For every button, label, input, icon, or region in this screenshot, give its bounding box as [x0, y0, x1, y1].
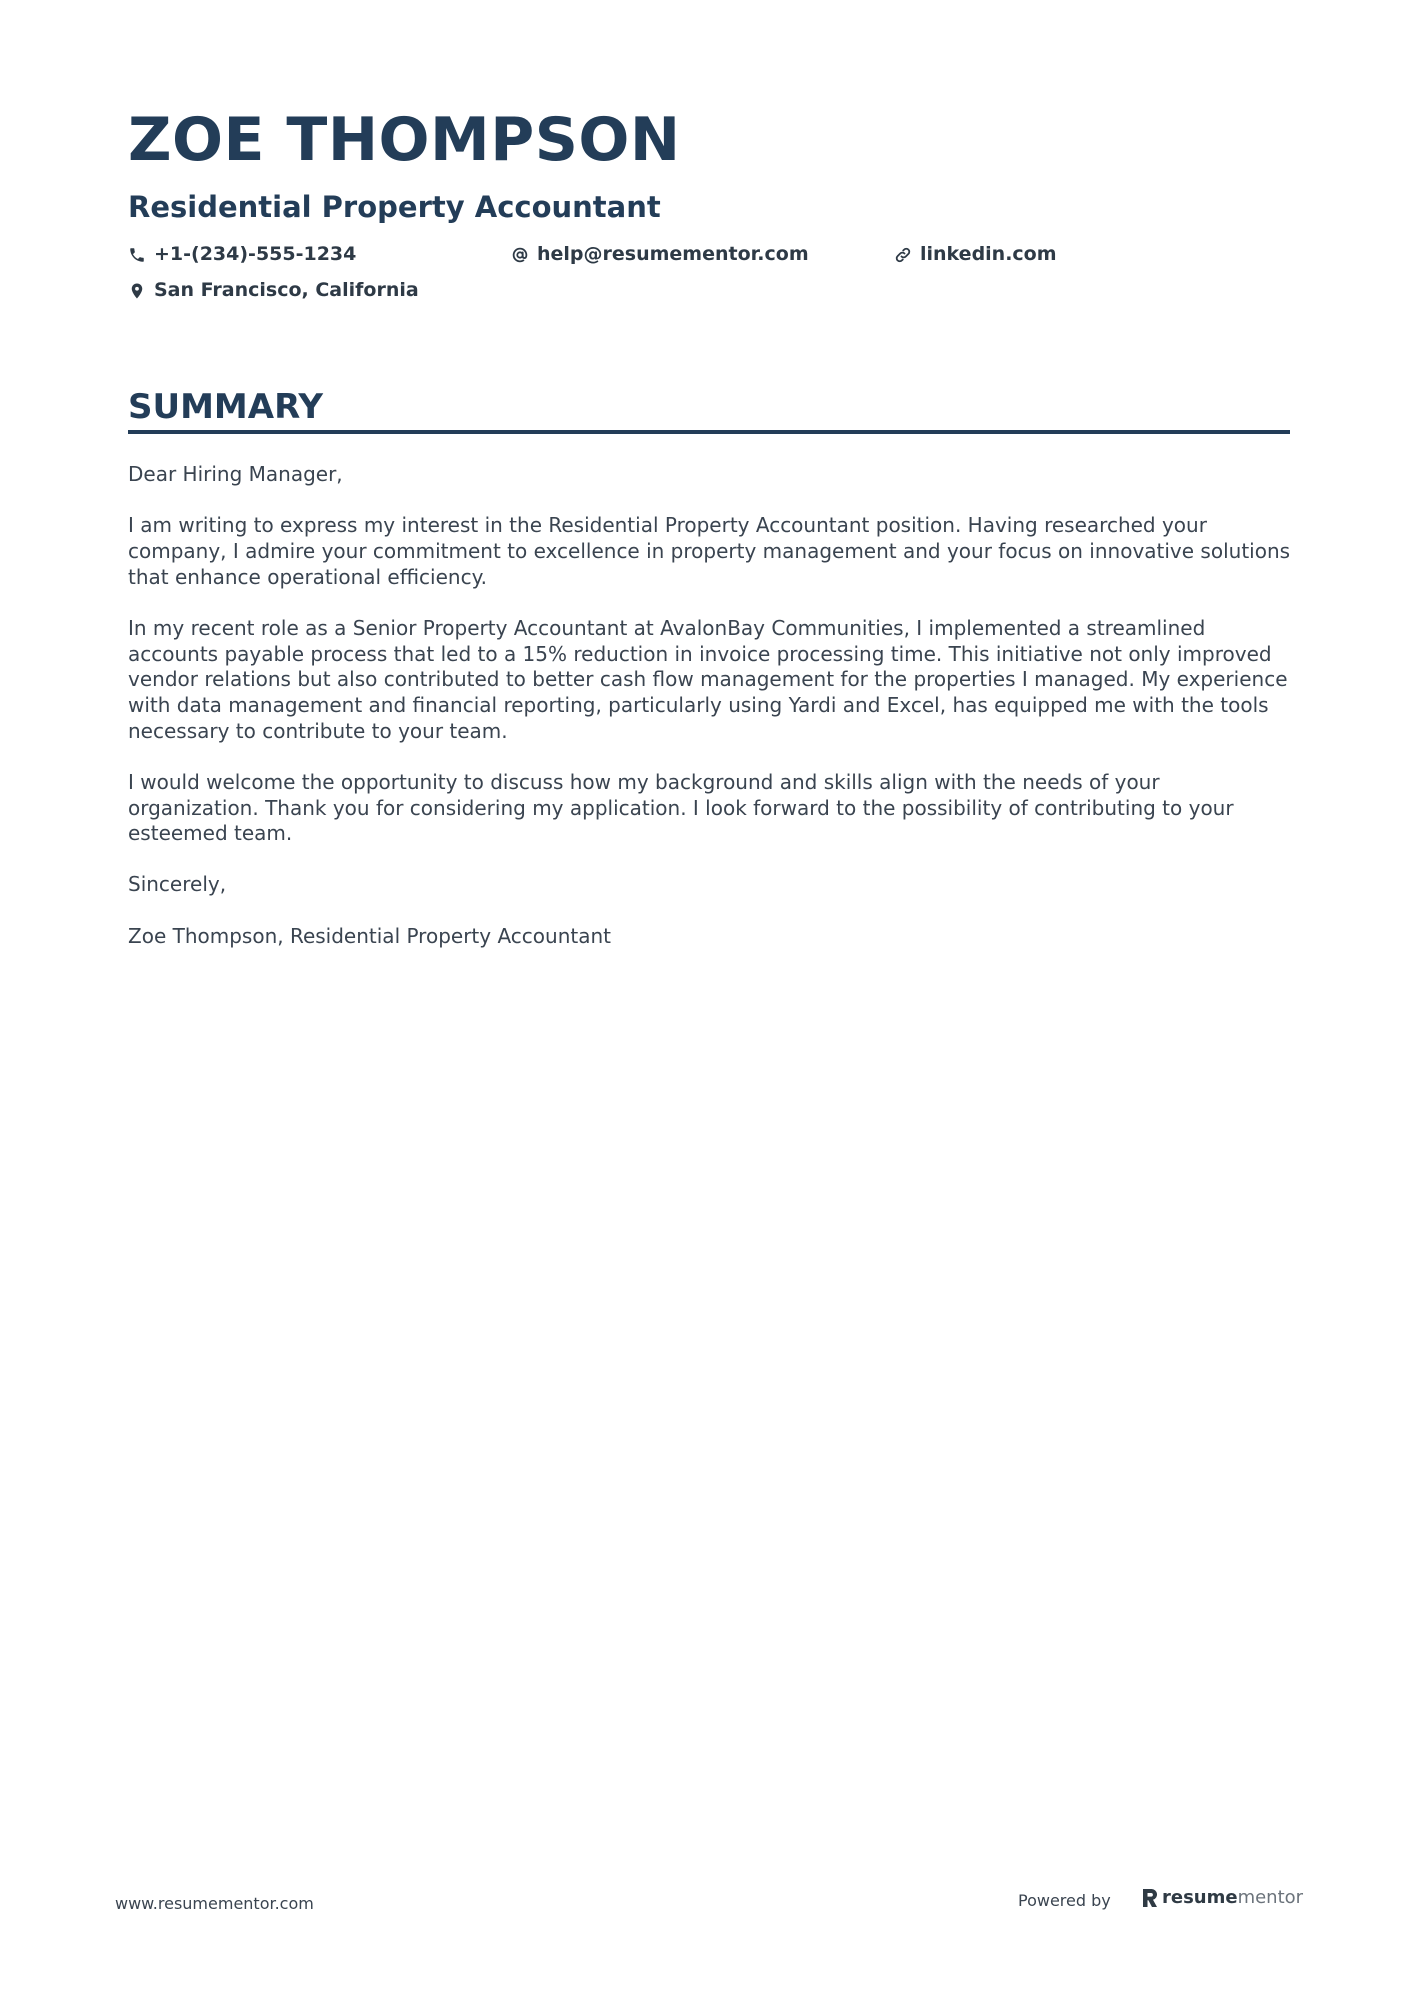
contact-location — [128, 281, 419, 300]
linkedin-text: linkedin.com — [920, 243, 1057, 265]
summary-heading: SUMMARY — [128, 387, 324, 427]
brand-mark-icon — [1141, 1888, 1158, 1908]
contact-phone — [128, 245, 356, 264]
email-text: help@resumementor.com — [537, 243, 809, 265]
letter-body — [128, 462, 1293, 975]
contact-linkedin — [894, 245, 1057, 264]
footer-website[interactable]: www.resumementor.com — [115, 1894, 314, 1913]
contact-email — [511, 245, 809, 264]
phone-icon — [128, 246, 146, 264]
link-icon — [894, 246, 912, 264]
location-pin-icon — [128, 282, 146, 300]
candidate-role: Residential Property Accountant — [128, 190, 661, 224]
brand-logo[interactable] — [1141, 1888, 1303, 1908]
signature-line: Zoe Thompson, Residential Property Accountant — [128, 923, 611, 948]
phone-text: +1-(234)-555-1234 — [154, 243, 357, 265]
powered-by-label: Powered by — [1018, 1891, 1111, 1910]
letter-paragraph: I am writing to express my interest in the Residential Property Accountant position. Having researched your company, I admire your commitment to excellence in property management and your focus on innovative solutions that enhance operational efficiency. — [128, 513, 1291, 589]
at-icon — [511, 246, 529, 264]
closing: Sincerely, — [128, 872, 227, 897]
salutation: Dear Hiring Manager, — [128, 462, 343, 486]
brand-name-light: mentor — [1237, 1887, 1304, 1908]
candidate-name: ZOE THOMPSON — [128, 105, 681, 175]
brand-name-bold: resume — [1162, 1887, 1238, 1908]
letter-paragraph: I would welcome the opportunity to discuss how my background and skills align with the needs of your organization. Thank you for considering my application. I look forward to the possibility of contributing to your esteemed team. — [128, 769, 1234, 846]
letter-paragraph: In my recent role as a Senior Property Accountant at AvalonBay Communities, I implemented a streamlined accounts payable process that led to a 15% reduction in invoice processing time. This initiative not only improved vendor relations but also contributed to better cash flow management for the properties I managed. My experience with data management and financial reporting, particularly using Yardi and Excel, has equipped me with the tools necessary to contribute to your team. — [128, 615, 1288, 743]
section-divider — [128, 430, 1290, 434]
location-text: San Francisco, California — [154, 279, 419, 301]
